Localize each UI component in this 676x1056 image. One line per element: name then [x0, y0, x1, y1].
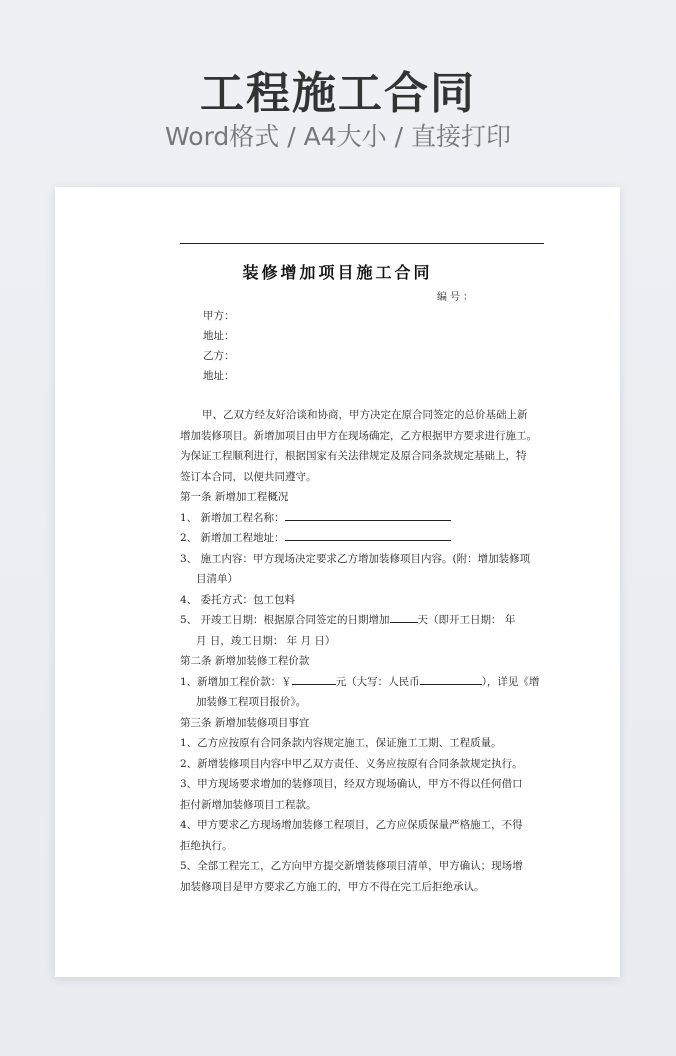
price-blank — [292, 672, 336, 685]
article-3-line: 5、全部工程完工，乙方向甲方提交新增装修项目清单，甲方确认；现场增 — [180, 860, 523, 872]
document-page — [55, 187, 620, 977]
article-1-item-5 — [180, 610, 545, 631]
schedule-start: 天（即开工日期： 年 — [417, 614, 516, 626]
schedule-label: 5、 开竣工日期：根据原合同签定的日期增加 — [180, 614, 390, 626]
contract-body — [180, 405, 545, 897]
price-words-blank — [420, 672, 482, 685]
banner-subtitle: Word格式 / A4大小 / 直接打印 — [165, 122, 511, 151]
article-3-line: 4、甲方要求乙方现场增加装修工程项目，乙方应保质保量严格施工，不得 — [180, 819, 523, 831]
days-blank — [390, 610, 418, 623]
article-1-item-3: 3、 施工内容：甲方现场决定要求乙方增加装修项目内容。(附：增加装修项 — [180, 552, 531, 565]
intro-line: 为保证工程顺利进行，根据国家有关法律规定及原合同条款规定基础上，特 — [180, 450, 527, 462]
document-title: 装修增加项目施工合同 — [242, 263, 433, 282]
article-3-line: 拒绝执行。 — [180, 839, 233, 852]
intro-line: 增加装修项目。新增加项目由甲方在现场确定，乙方根据甲方要求进行施工。 — [180, 429, 537, 442]
article-1-heading: 第一条 新增加工程概况 — [180, 491, 289, 503]
article-2-item-1 — [180, 672, 545, 693]
article-3-line: 3、甲方现场要求增加的装修项目，经双方现场确认，甲方不得以任何借口 — [180, 778, 523, 790]
intro-line: 甲、乙双方经友好洽谈和协商，甲方决定在原合同签定的总价基础上新 — [202, 409, 528, 421]
party-b-address-label: 地址： — [203, 370, 235, 382]
project-address-label: 2、 新增加工程地址： — [180, 532, 285, 544]
document-number-label: 编号： — [437, 292, 476, 303]
article-3-line: 加装修项目是甲方要求乙方施工的，甲方不得在完工后拒绝承认。 — [180, 880, 485, 893]
project-address-blank — [285, 528, 451, 541]
project-name-label: 1、 新增加工程名称： — [180, 511, 285, 524]
party-a-label: 甲方： — [203, 310, 235, 322]
article-3-line: 1、乙方应按原有合同条款内容规定施工，保证施工工期、工程质量。 — [180, 737, 502, 749]
intro-line: 签订本合同，以便共同遵守。 — [180, 470, 317, 483]
article-2-item-1-cont: 加装修工程项目报价》。 — [196, 696, 307, 708]
banner-title: 工程施工合同 — [200, 68, 476, 119]
article-1-item-3-cont: 目清单） — [196, 573, 238, 585]
article-2-heading: 第二条 新增加装修工程价款 — [180, 655, 310, 667]
project-name-blank — [285, 508, 451, 521]
article-3-line: 拒付新增加装修项目工程款。 — [180, 798, 317, 811]
party-a-address-label: 地址： — [203, 330, 235, 342]
article-3-line: 2、新增装修项目内容中甲乙双方责任、义务应按原有合同条款规定执行。 — [180, 757, 523, 770]
article-3-heading: 第三条 新增加装修项目事宜 — [180, 716, 310, 729]
party-b-label: 乙方： — [203, 350, 235, 362]
header-rule — [180, 243, 544, 244]
price-words-label: 元（大写：人民币 — [335, 675, 420, 688]
article-1-item-4: 4、 委托方式：包工包料 — [180, 593, 296, 606]
article-1-item-2 — [180, 528, 545, 549]
price-label: 1、新增加工程价款：￥ — [180, 675, 292, 688]
article-1-item-5-cont: 月 日，竣工日期： 年 月 日） — [196, 634, 336, 647]
article-1-item-1 — [180, 508, 545, 529]
price-ref: ），详见《增 — [481, 675, 540, 688]
